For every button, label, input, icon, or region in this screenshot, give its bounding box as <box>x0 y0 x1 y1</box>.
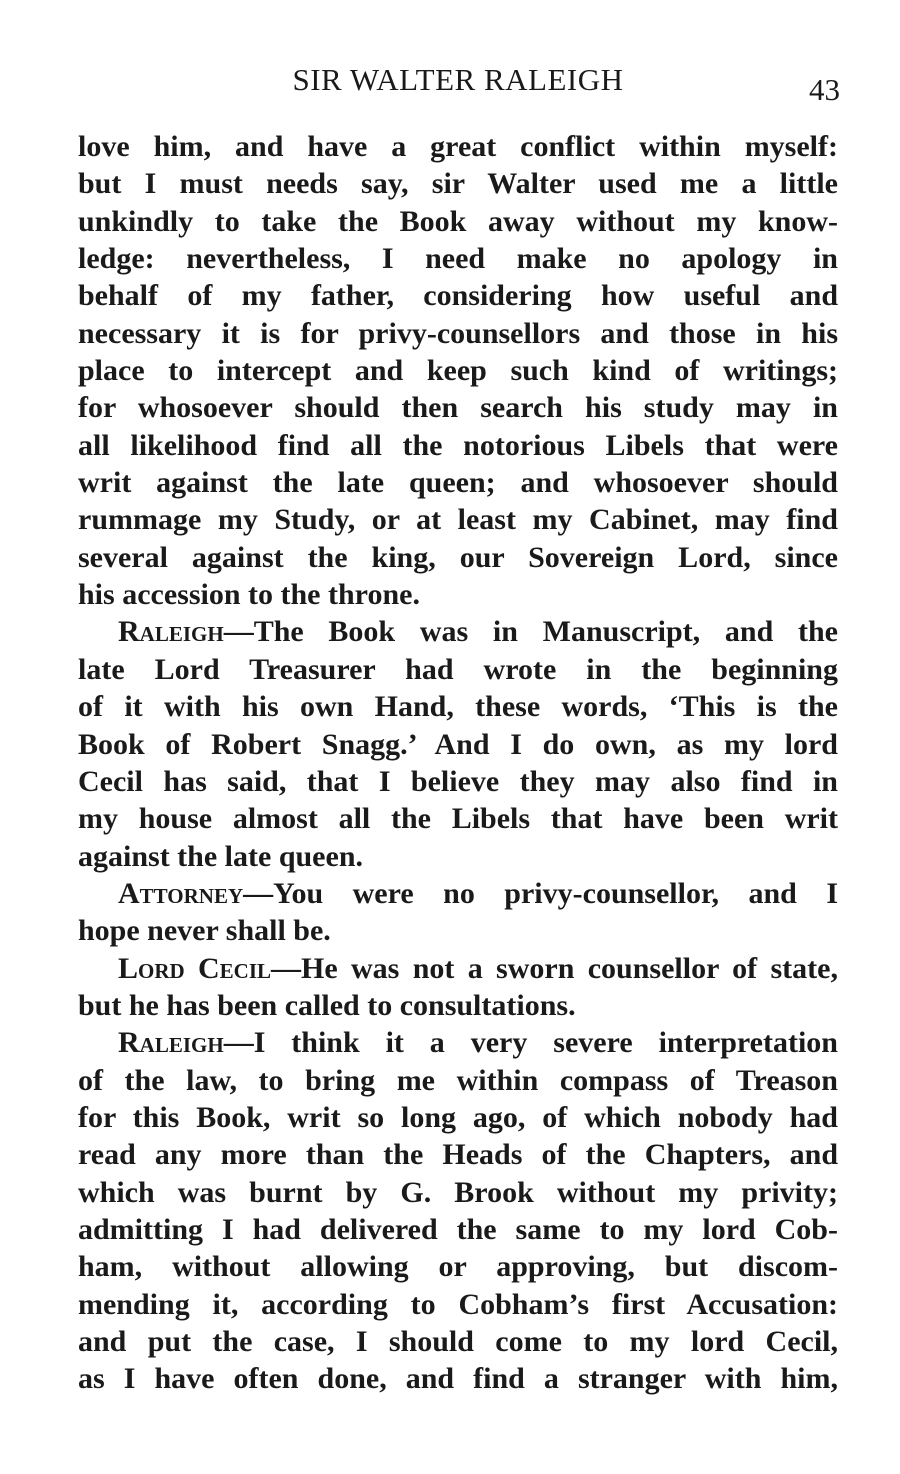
text-line: for this Book, writ so long ago, of which nobody had <box>78 1100 838 1134</box>
text-line: but I must needs say, sir Walter used me a little <box>78 167 838 201</box>
speech-paragraph <box>78 875 838 950</box>
speech-paragraph <box>78 1024 838 1397</box>
text-line: but he has been called to consultations. <box>78 988 576 1022</box>
text-line: his accession to the throne. <box>78 578 420 612</box>
text-line: writ against the late queen; and whosoever should <box>78 466 838 500</box>
speech-first-line <box>78 950 838 987</box>
text-line: for whosoever should then search his study may in <box>78 391 838 425</box>
text-line: Cecil has said, that I believe they may also find in <box>78 764 838 798</box>
text-line: necessary it is for privy-counsellors and those in his <box>78 316 838 350</box>
text-line: of it with his own Hand, these words, ‘This is the <box>78 690 838 724</box>
text-line: of the law, to bring me within compass of Treason <box>78 1063 838 1097</box>
running-title: SIR WALTER RALEIGH <box>292 62 624 97</box>
speech-first-line <box>78 1024 838 1061</box>
text-line: ledge: nevertheless, I need make no apology in <box>78 242 838 276</box>
text-line: mending it, according to Cobham’s first Accusation: <box>78 1287 838 1321</box>
text-line: rummage my Study, or at least my Cabinet, may find <box>78 503 838 537</box>
speech-text: —You were no privy-counsellor, and I <box>243 876 838 910</box>
speech-text: —The Book was in Manuscript, and the <box>223 615 838 649</box>
speech-text: —He was not a sworn counsellor of state, <box>271 951 838 985</box>
text-line: all likelihood find all the notorious Libels that were <box>78 428 838 462</box>
speech-first-line <box>78 613 838 650</box>
text-line: love him, and have a great conflict within myself: <box>78 130 838 163</box>
body-text <box>78 128 838 1398</box>
text-line: Book of Robert Snagg.’ And I do own, as my lord <box>78 727 838 761</box>
text-line: ham, without allowing or approving, but discom- <box>78 1250 838 1284</box>
text-line: my house almost all the Libels that have been writ <box>78 802 838 836</box>
text-line: admitting I had delivered the same to my lord Cob- <box>78 1212 838 1246</box>
running-head <box>76 62 840 106</box>
text-line: behalf of my father, considering how useful and <box>78 279 838 313</box>
speaker-name: Lord Cecil <box>118 951 272 985</box>
text-line: hope never shall be. <box>78 914 331 948</box>
speaker-name: Attorney <box>118 876 244 910</box>
text-line: and put the case, I should come to my lord Cecil, <box>78 1325 838 1358</box>
text-line: place to intercept and keep such kind of writings; <box>78 354 838 388</box>
text-line: read any more than the Heads of the Chapters, and <box>78 1138 838 1172</box>
text-line: unkindly to take the Book away without my know- <box>78 204 838 238</box>
text-line: against the late queen. <box>78 839 363 873</box>
speech-text: —I think it a very severe interpretation <box>223 1026 838 1060</box>
page-number: 43 <box>809 72 840 107</box>
speaker-name: Raleigh <box>118 1026 224 1060</box>
text-line: which was burnt by G. Brook without my privity; <box>78 1175 838 1209</box>
speech-paragraph <box>78 613 838 874</box>
text-line: several against the king, our Sovereign Lord, since <box>78 540 838 574</box>
text-line: as I have often done, and find a stranger with him, <box>78 1362 838 1396</box>
paragraph-continuation <box>78 128 838 613</box>
speech-first-line <box>78 875 838 912</box>
text-line: late Lord Treasurer had wrote in the beginning <box>78 652 838 686</box>
speech-paragraph <box>78 950 838 1025</box>
speaker-name: Raleigh <box>118 615 224 649</box>
